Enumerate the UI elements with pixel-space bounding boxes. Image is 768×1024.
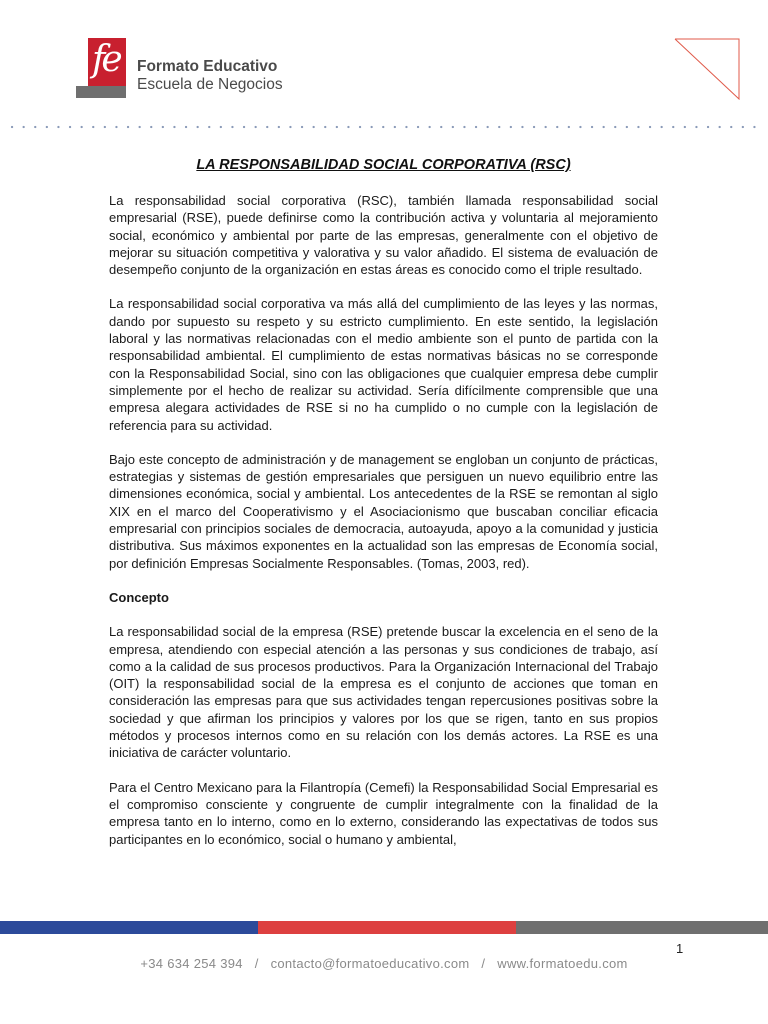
brand-line2: Escuela de Negocios <box>137 76 283 93</box>
footer-bar-blue <box>0 921 258 934</box>
page-number: 1 <box>676 941 684 956</box>
brand-name <box>137 58 283 94</box>
brand-line1: Formato Educativo <box>137 58 278 75</box>
logo-text: fe <box>92 39 119 80</box>
footer-color-bars <box>0 921 768 934</box>
document-title: LA RESPONSABILIDAD SOCIAL CORPORATIVA (RSC) <box>196 157 571 173</box>
paragraph: La responsabilidad social corporativa (RSC), también llamada responsabilidad social empresarial (RSE), puede definirse como la contribución activa y voluntaria al mejoramiento social, económico y ambiental por parte de las empresas, generalmente con el objetivo de mejorar su situación competitiva y valorativa y su valor añadido. El sistema de evaluación de desempeño conjunto de la organización en estas áreas es conocido como el triple resultado. <box>109 193 658 278</box>
footer-separator: / <box>254 956 259 971</box>
paragraph: Bajo este concepto de administración y de management se engloban un conjunto de prácticas, estrategias y sistemas de gestión empresariales que persiguen un nuevo equilibrio entre las dimensiones económica, social y ambiental. Los antecedentes de la RSE se remontan al siglo XIX en el marco del Cooperativismo y el Asociacionismo que buscaban conciliar eficacia empresarial con principios sociales de democracia, autoayuda, apoyo a la comunidad y justicia distributiva. Sus máximos exponentes en la actualidad son las empresas de Economía social, por definición Empresas Socialmente Responsables. (Tomas, 2003, red). <box>109 451 658 571</box>
section-heading: Concepto <box>109 589 169 605</box>
footer-bar-red <box>258 921 516 934</box>
document-body <box>109 192 658 865</box>
paragraph: La responsabilidad social corporativa va más allá del cumplimiento de las leyes y las normas, dando por supuesto su respeto y su estricto cumplimiento. En este sentido, la legislación laboral y las normativas relacionadas con el medio ambiente son el punto de partida con la responsabilidad ambiental. El cumplimiento de estas normativas básicas no se corresponde con la Responsabilidad Social, sino con las obligaciones que cualquier empresa debe cumplir simplemente por el hecho de realizar su actividad. Sería difícilmente comprensible que una empresa alegara actividades de RSE si no ha cumplido o no cumple con la legislación de referencia para su actividad. <box>109 296 658 433</box>
footer-contact <box>0 956 768 971</box>
footer-separator: / <box>481 956 486 971</box>
footer-website-link[interactable]: www.formatoedu.com <box>497 956 628 971</box>
corner-triangle-decoration <box>674 38 740 100</box>
footer-phone: +34 634 254 394 <box>140 956 243 971</box>
footer-bar-grey <box>516 921 768 934</box>
paragraph: La responsabilidad social de la empresa (RSE) pretende buscar la excelencia en el seno de la empresa, atendiendo con especial atención a las personas y sus condiciones de trabajo, así como a la calidad de sus procesos productivos. Para la Organización Internacional del Trabajo (OIT) la responsabilidad social de la empresa es el conjunto de acciones que toman en consideración las empresas para que sus actividades tengan repercusiones positivas sobre la sociedad y que afirman los principios y valores por los que se rigen, tanto en sus propios métodos y procesos internos como en su relación con los demás actores. La RSE es una iniciativa de carácter voluntario. <box>109 624 658 761</box>
logo-white-strip <box>76 38 88 86</box>
footer-email-link[interactable]: contacto@formatoeducativo.com <box>270 956 470 971</box>
paragraph: Para el Centro Mexicano para la Filantropía (Cemefi) la Responsabilidad Social Empresarial es el compromiso consciente y congruente de cumplir integralmente con la finalidad de la empresa tanto en lo interno, como en lo externo, considerando las expectativas de todos sus participantes en lo económico, social o humano y ambiental, <box>109 779 658 847</box>
dotted-divider <box>0 122 768 132</box>
logo <box>76 38 126 98</box>
